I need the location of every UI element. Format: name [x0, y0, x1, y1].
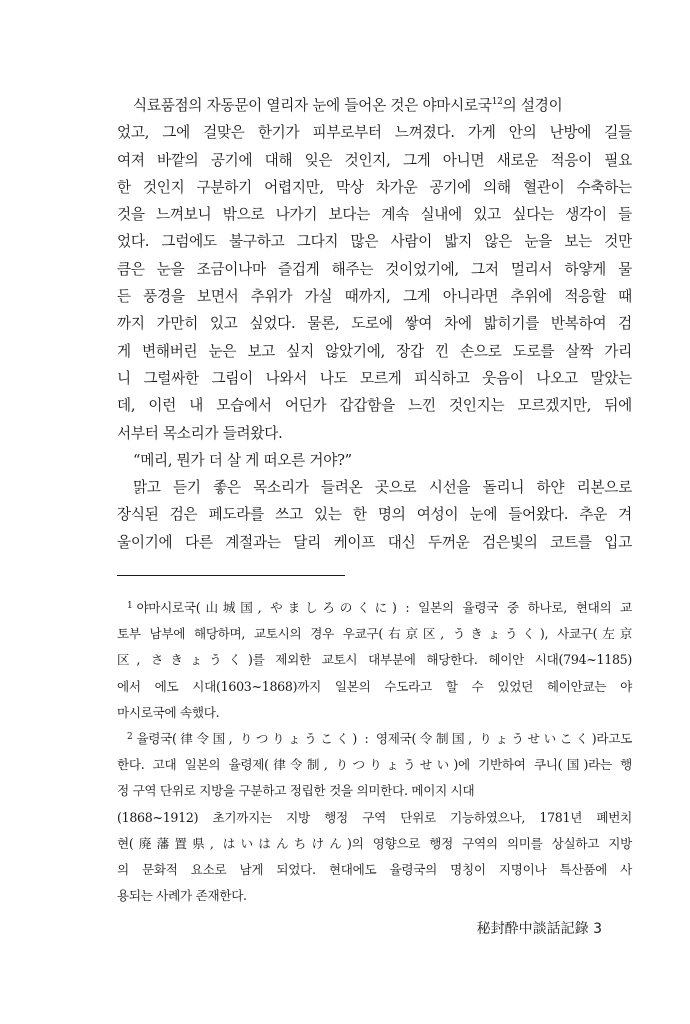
footnote-line: 정 구역 단위로 지방을 구분하고 정립한 것을 의미한다. 메이지 시대 — [117, 783, 475, 799]
footnote-number: 1 — [127, 601, 133, 611]
footnote-line: 현(廃藩置県, はいはんちけん)의 영향으로 행정 구역의 의미를 상실하고 지방 — [117, 835, 632, 851]
body-line: 한 것인지 구분하기 어렵지만, 막상 차가운 공기에 의해 혈관이 수축하는 — [117, 178, 632, 196]
footnote-line: $^2$ 율령국(律令国, りつりょうこく) : 영제국(令制国, りょうせいこく)라고도 — [127, 730, 632, 746]
footnote-line: 용되는 사례가 존재한다. — [117, 888, 247, 904]
body-line: 서부터 목소리가 들려왔다. — [117, 424, 283, 442]
footnote-line: $^1$ 야마시로국(山城国, やましろのくに) : 일본의 율령국 중 하나로, 현대의 교 — [127, 600, 632, 615]
running-title: 秘封酔中談話記錄 — [476, 921, 589, 937]
footnote-line: 마시로국에 속했다. — [117, 704, 220, 720]
body-line: 든 풍경을 보면서 추위가 가실 때까지, 그게 아니라면 추위에 적응할 때 — [117, 288, 632, 306]
body-line: 맑고 듣기 좋은 목소리가 들려온 곳으로 시선을 돌리니 하얀 리본으로 — [133, 479, 632, 497]
body-line: 식료품점의 자동문이 열리자 눈에 들어온 것은 야마시로국$^{12}$의 설경이 — [133, 97, 563, 114]
footnotes — [117, 595, 632, 909]
footnote-number: 2 — [127, 731, 133, 742]
footnote-line: 한다. 고대 일본의 율령제(律令制, りつりょうせい)에 기반하여 쿠니(国)라는 행 — [117, 757, 632, 773]
footnote-line: 의 문화적 요소로 남게 되었다. 현대에도 율령국의 명칭이 지명이나 특산품에 사 — [117, 861, 632, 877]
footnote-line: 토부 남부에 해당하며, 교토시의 경우 우쿄구(右京区, うきょうく), 사쿄구(左京 — [117, 626, 632, 642]
body-text — [117, 92, 632, 556]
body-line: 울이기에 다른 계절과는 달리 케이프 대신 두꺼운 검은빛의 코트를 입고 — [117, 533, 632, 551]
page-number: 3 — [593, 921, 602, 937]
body-line: 여져 바깥의 공기에 대해 잊은 것인지, 그게 아니면 새로운 적응이 필요 — [117, 151, 632, 169]
body-line: 게 변해버린 눈은 보고 싶지 않았기에, 장갑 낀 손으로 도로를 살짝 가리 — [117, 342, 632, 360]
body-line: 었다. 그럼에도 불구하고 그다지 많은 사람이 밟지 않은 눈을 보는 것만 — [117, 233, 632, 251]
body-line: 것을 느껴보니 밖으로 나가기 보다는 계속 실내에 있고 싶다는 생각이 들 — [117, 206, 632, 224]
body-line: 까지 가만히 있고 싶었다. 물론, 도로에 쌓여 차에 밟히기를 반복하여 검 — [117, 315, 632, 333]
footnote-line: 에서 에도 시대(1603~1868)까지 일본의 수도라고 할 수 있었던 헤이안쿄는 야 — [117, 678, 632, 694]
page-footer — [477, 918, 602, 938]
footnote-reference[interactable]: 12 — [491, 97, 503, 107]
body-line: 니 그럴싸한 그림이 나와서 나도 모르게 피식하고 웃음이 나오고 말았는 — [117, 369, 632, 387]
footnote-divider — [117, 575, 345, 576]
body-line: 었고, 그에 걸맞은 한기가 피부로부터 느껴졌다. 가게 안의 난방에 길들 — [117, 124, 632, 142]
footnote-line: 区, さきょうく)를 제외한 교토시 대부분에 해당한다. 헤이안 시대(794~1185) — [117, 652, 632, 668]
body-line: 장식된 검은 페도라를 쓰고 있는 한 명의 여성이 눈에 들어왔다. 추운 겨 — [117, 506, 632, 524]
body-line: 큼은 눈을 조금이나마 즐겁게 해주는 것이었기에, 그저 멀리서 하얗게 물 — [117, 260, 632, 278]
dialogue-line: “메리, 뭔가 더 살 게 떠오른 거야?” — [133, 451, 352, 469]
footnote-line: (1868~1912) 초기까지는 지방 행정 구역 단위로 기능하였으나, 1781년 폐번치 — [117, 809, 632, 825]
body-line: 데, 이런 내 모습에서 어딘가 갑갑함을 느낀 것인지는 모르겠지만, 뒤에 — [117, 397, 632, 415]
